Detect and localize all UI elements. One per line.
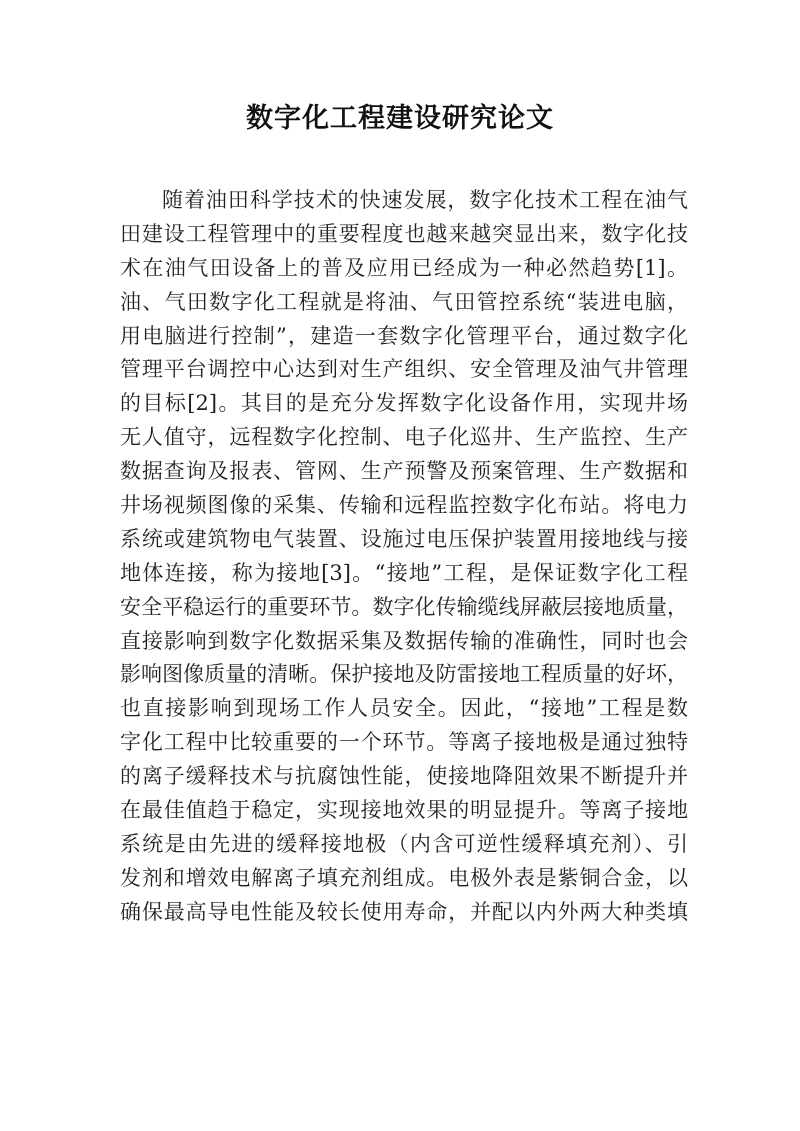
body-line: 管理平台调控中心达到对生产组织、安全管理及油气井管理: [120, 357, 688, 382]
body-line: 系统或建筑物电气装置、设施过电压保护装置用接地线与接: [120, 526, 688, 551]
body-line: 术在油气田设备上的普及应用已经成为一种必然趋势[1]。: [120, 255, 688, 280]
body-line: 字化工程中比较重要的一个环节。等离子接地极是通过独特: [120, 730, 688, 755]
document-title: 数字化工程建设研究论文: [246, 103, 554, 134]
body-line: 影响图像质量的清晰。保护接地及防雷接地工程质量的好坏，: [120, 662, 688, 687]
body-line: 确保最高导电性能及较长使用寿命，并配以内外两大种类填: [120, 899, 688, 924]
body-line: 数据查询及报表、管网、生产预警及预案管理、生产数据和: [120, 459, 688, 484]
body-line: 用电脑进行控制”，建造一套数字化管理平台，通过数字化: [120, 323, 688, 348]
body-line: 井场视频图像的采集、传输和远程监控数字化布站。将电力: [120, 493, 688, 518]
body-line: 田建设工程管理中的重要程度也越来越突显出来，数字化技: [120, 221, 688, 246]
body-line: 发剂和增效电解离子填充剂组成。电极外表是紫铜合金，以: [120, 865, 688, 890]
body-line: 在最佳值趋于稳定，实现接地效果的明显提升。等离子接地: [120, 798, 688, 823]
body-line: 无人值守，远程数字化控制、电子化巡井、生产监控、生产: [120, 425, 688, 450]
body-line: 油、气田数字化工程就是将油、气田管控系统“装进电脑，: [120, 289, 688, 314]
body-line: 的目标[2]。其目的是充分发挥数字化设备作用，实现井场: [120, 391, 688, 416]
body-line: 系统是由先进的缓释接地极（内含可逆性缓释填充剂）、引: [120, 831, 688, 856]
document-body: [120, 184, 688, 930]
body-line: 的离子缓释技术与抗腐蚀性能，使接地降阻效果不断提升并: [120, 764, 688, 789]
body-line: 直接影响到数字化数据采集及数据传输的准确性，同时也会: [120, 628, 688, 653]
body-line: 随着油田科学技术的快速发展，数字化技术工程在油气: [162, 188, 688, 212]
body-line: 地体连接，称为接地[3]。“接地”工程，是保证数字化工程: [120, 560, 688, 585]
body-line: 也直接影响到现场工作人员安全。因此，“接地”工程是数: [120, 696, 688, 721]
body-line: 安全平稳运行的重要环节。数字化传输缆线屏蔽层接地质量，: [120, 594, 688, 619]
